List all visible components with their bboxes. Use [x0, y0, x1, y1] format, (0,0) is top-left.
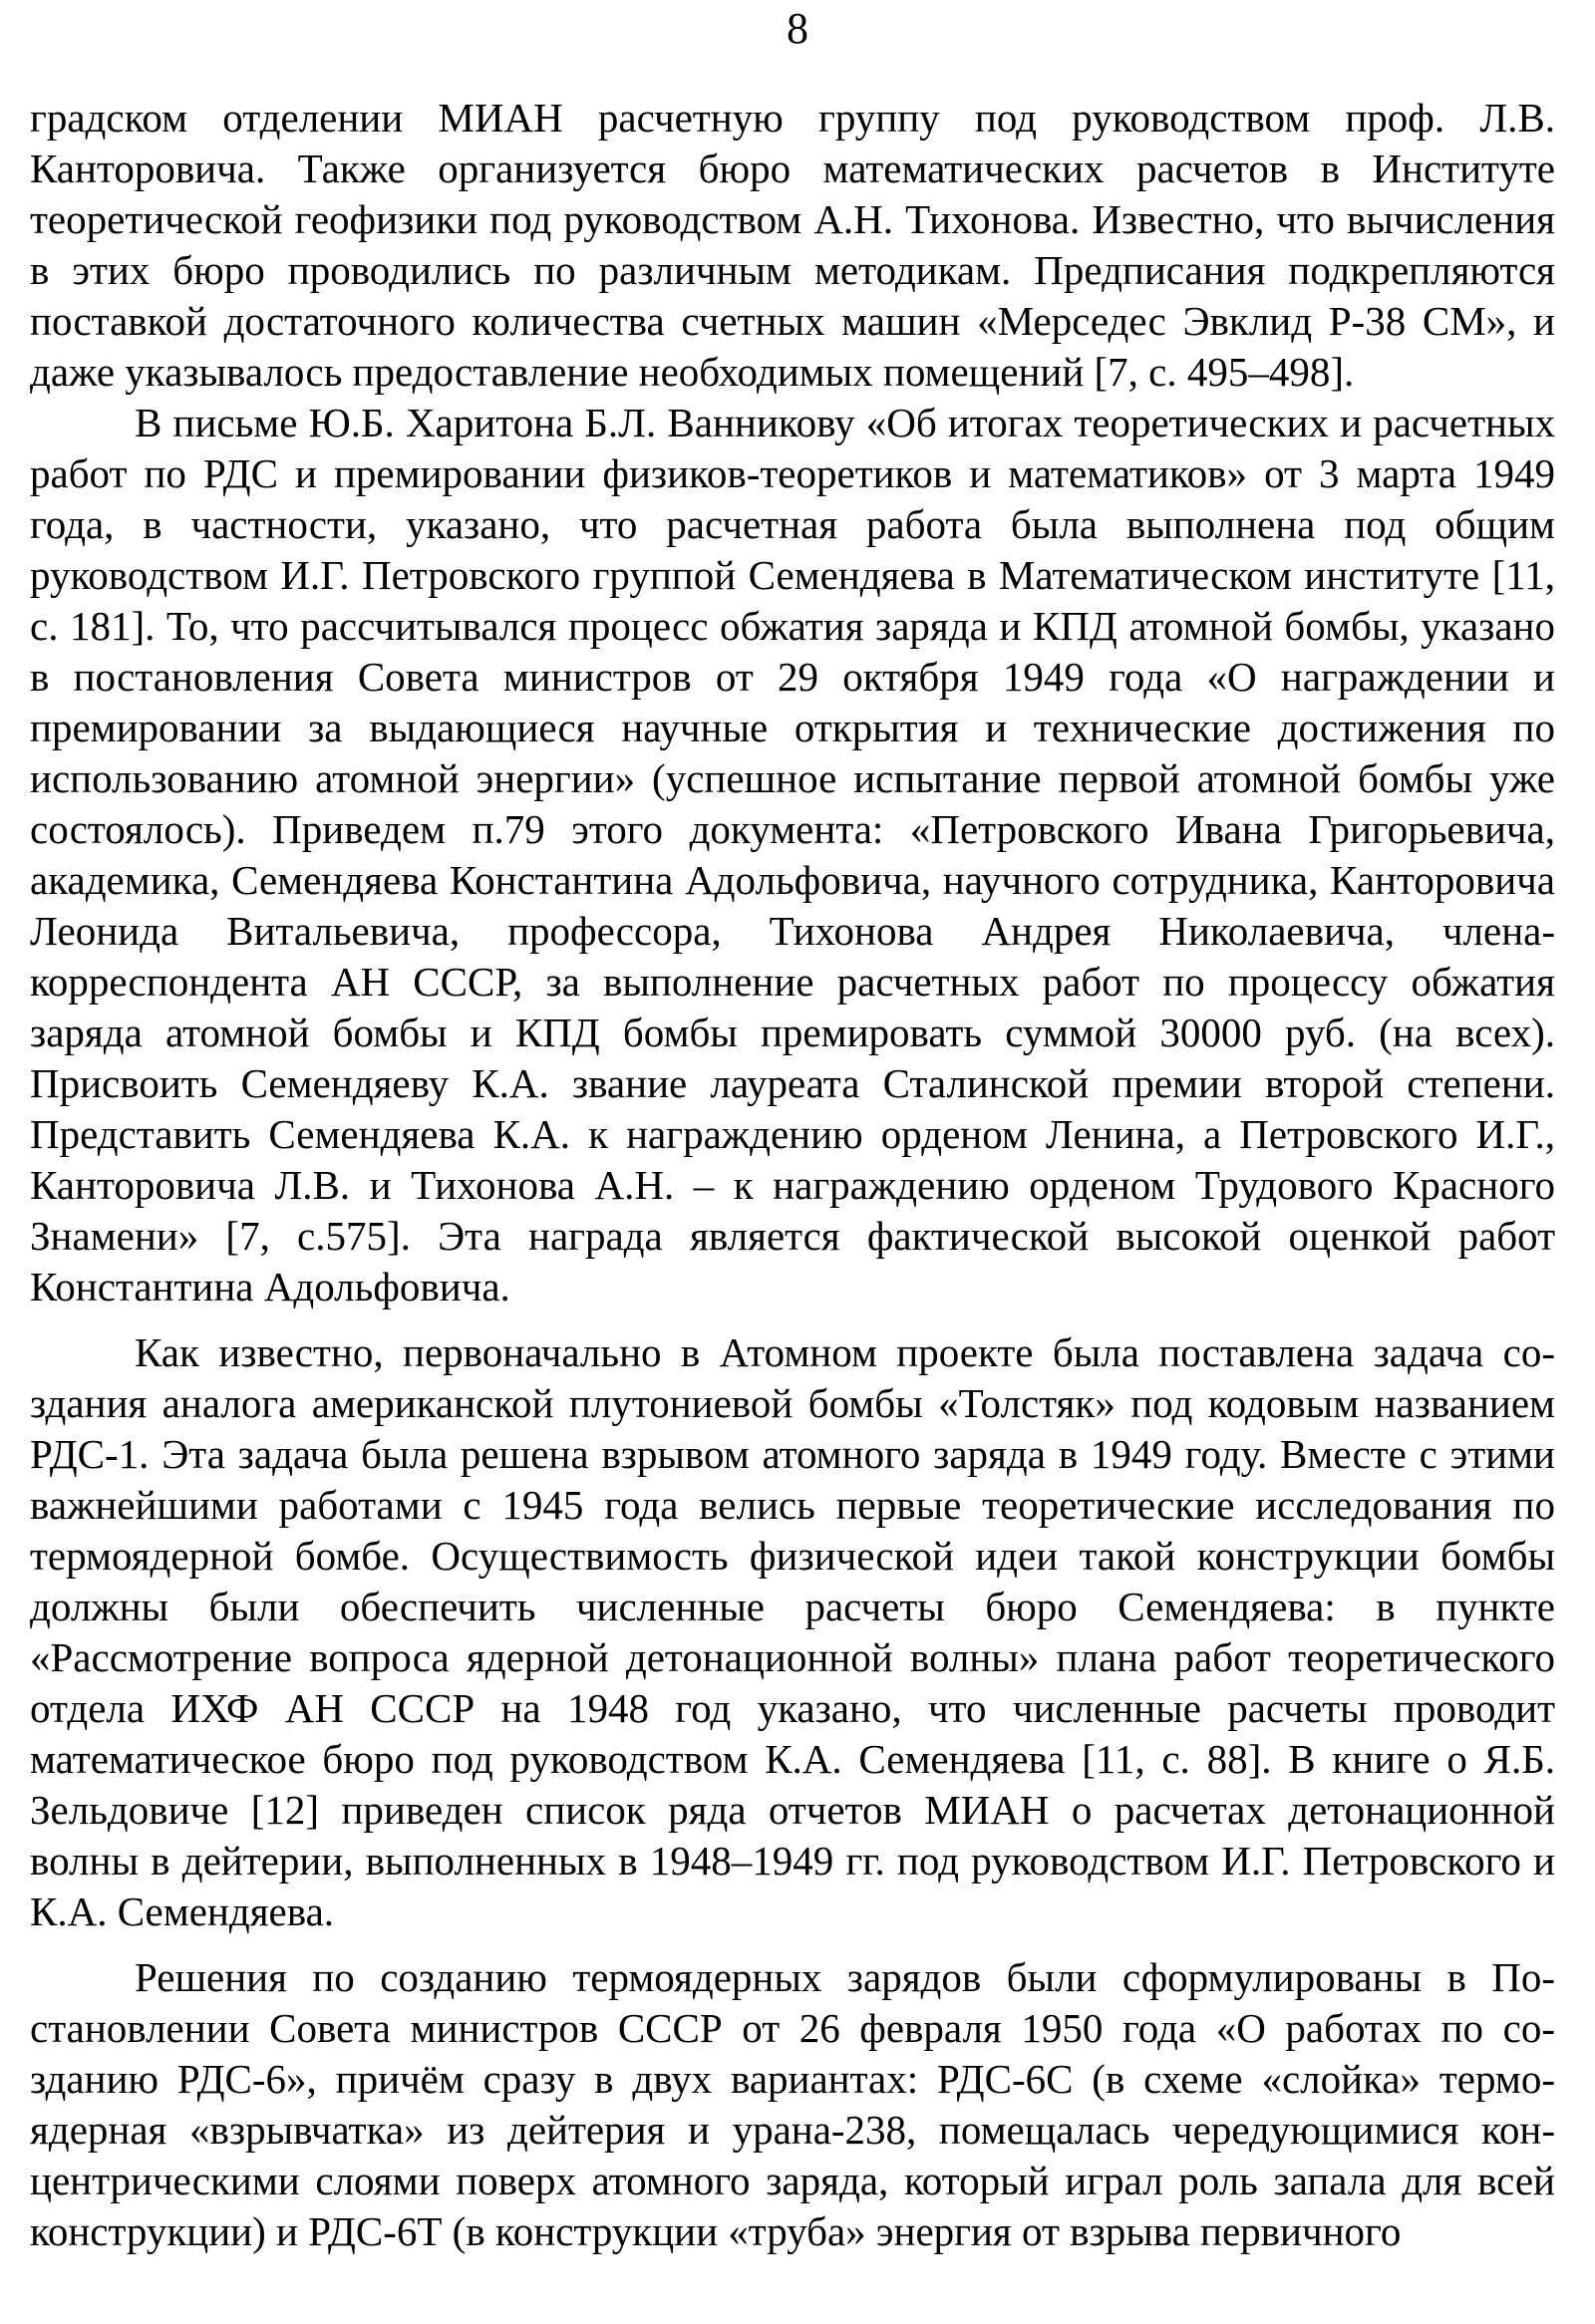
page-number: 8 [787, 4, 808, 53]
paragraph-atomic-project: Как известно, первоначально в Атомном проекте была поставлена задача создания аналога американской плутониевой бомбы «Толстяк» под кодовым названием РДС-1. Эта задача была решена взрывом атомного заряда в 1949 году. Вместе с этими важнейшими работами с 1945 года велись первые теоретические исследования по термоядерной бомбе. Осуществимость физической идеи такой конструкции бомбы должны были обеспечить численные расчеты бюро Семендяева: в пункте «Рассмотрение вопроса ядерной детонационной волны» плана работ теоретического отдела ИХФ АН СССР на 1948 год указано, что численные расчеты проводит математическое бюро под руководством К.А. Семендяева [11, с. 88]. В книге о Я.Б. Зельдовиче [12] приведен список ряда отчетов МИАН о расчетах детонационной волны в дейтерии, выполненных в 1948–1949 гг. под руководством И.Г. Петровского и К.А. Семендяева. [30, 1329, 1555, 1934]
paragraph-thermonuclear-decisions: Решения по созданию термоядерных зарядов были сформулированы в Постановлении Совета министров СССР от 26 февраля 1950 года «О работах по созданию РДС-6», причём сразу в двух вариантах: РДС-6С (в схеме «слойка» термоядерная «взрывчатка» из дейтерия и урана-238, помещалась чередующимися концентрическими слоями поверх атомного заряда, который играл роль запала для всей конструкции) и РДС-6Т (в конструкции «труба» энергия от взрыва первичного [30, 1954, 1555, 2254]
paragraph-continuation: градском отделении МИАН расчетную группу под руководством проф. Л.В. Канторовича. Также организуется бюро математических расчетов в Институте теоретической геофизики под руководством А.Н. Тихонова. Известно, что вычисления в этих бюро проводились по различным методикам. Предписания подкрепляются поставкой достаточного количества счетных машин «Мерседес Эвклид Р-38 СМ», и даже указывалось предоставление необходимых помещений [7, с. 495–498]. [30, 95, 1555, 395]
paragraph-khariton-letter: В письме Ю.Б. Харитона Б.Л. Ванникову «Об итогах теоретических и расчетных работ по РДС и премировании физиков-теоретиков и математиков» от 3 марта 1949 года, в частности, указано, что расчетная работа была выполнена под общим руководством И.Г. Петровского группой Семендяева в Математическом институте [11, с. 181]. То, что рассчитывался процесс обжатия заряда и КПД атомной бомбы, указано в постановления Совета министров от 29 октября 1949 года «О награждении и премировании за выдающиеся научные открытия и технические достижения по использованию атомной энергии» (успешное испытание первой атомной бомбы уже состоялось). Приведем п.79 этого документа: «Петровского Ивана Григорьевича, академика, Семендяева Константина Адольфовича, научного сотрудника, Канторовича Леонида Витальевича, профессора, Тихонова Андрея Николаевича, члена-корреспондента АН СССР, за выполнение расчетных работ по процессу обжатия заряда атомной бомбы и КПД бомбы премировать суммой 30000 руб. (на всех). Присвоить Семендяеву К.А. звание лауреата Сталинской премии второй степени. Представить Семендяева К.А. к награждению орденом Ленина, а Петровского И.Г., Канторовича Л.В. и Тихонова А.Н. – к награждению орденом Трудового Красного Знамени» [7, с.575]. Эта награда является фактической высокой оценкой работ Константина Адольфовича. [30, 400, 1555, 1309]
document-body [30, 93, 1555, 2257]
